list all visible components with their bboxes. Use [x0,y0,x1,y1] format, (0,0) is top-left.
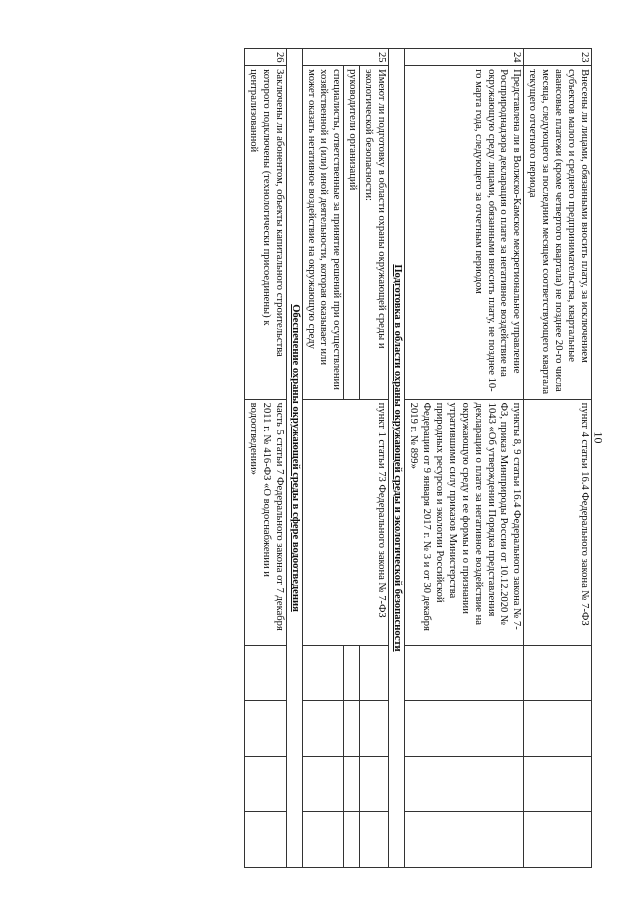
law-cell: пункт 4 статьи 16.4 Федерального закона № 7-ФЗ [524,399,592,645]
question-cell: Заключены ли абонентом, объекты капитального строительства которого подключены (технологически присоединены) к централизованной [244,66,286,400]
answer-cell [302,812,344,868]
law-cell: пункт 1 статьи 73 Федерального закона № 7-ФЗ [302,399,389,645]
answer-cell [524,701,592,757]
answer-cell [360,756,389,812]
section-title: Подготовка в области охраны окружающей среды и экологической безопасности [389,49,405,868]
law-cell: часть 5 статьи 7 Федерального закона от 7 декабря 2011 г. № 416-ФЗ «О водоснабжении и водоотведении» [244,399,286,645]
answer-cell [302,701,344,757]
answer-cell [524,756,592,812]
answer-cell [405,645,524,701]
answer-cell [344,812,360,868]
answer-cell [344,756,360,812]
row-number: 23 [524,49,592,66]
question-cell: Внесены ли лицами, обязанными вносить плату, за исключением субъектов малого и среднего предпринимательства, квартальные авансовые платежи (кроме четвертого квартала) не позднее 20-го числа месяца, следующего за последним месяцем соответствующего квартала текущего отчетного периода [524,66,592,400]
answer-cell [405,756,524,812]
answer-cell [302,645,344,701]
answer-cell [360,812,389,868]
table-row-24 [405,49,524,868]
question-cell: Представлена ли в Волжско-Камское межрегиональное управление Росприроднадзора декларация о плате за негативное воздействие на окружающую среду лицами, обязанными вносить плату, не позднее 10-го марта года, следующего за отчетным периодом [405,66,524,400]
answer-cell [244,701,286,757]
answer-cell [344,645,360,701]
question-cell: специалисты, ответственные за принятие решений при осуществлении хозяйственной и (или) иной деятельности, которая оказывает или может оказать негативное воздействие на окружающую среду [302,66,344,400]
answer-cell [405,701,524,757]
checklist-table [244,48,592,868]
answer-cell [244,812,286,868]
question-cell: руководители организаций [344,66,360,400]
section-header-row [389,49,405,868]
answer-cell [344,701,360,757]
answer-cell [524,645,592,701]
page-number: 10 [591,431,606,444]
table-row-25a [360,49,389,868]
question-cell: Имеют ли подготовку в области охраны окружающей среды и экологической безопасности: [360,66,389,400]
table-row-26 [244,49,286,868]
answer-cell [302,756,344,812]
answer-cell [244,645,286,701]
row-number: 25 [302,49,389,66]
answer-cell [360,701,389,757]
law-cell: пункты 8, 9 статьи 16.4 Федерального закона № 7-ФЗ, приказ Минприроды России от 10.12.2020 № 1043 «Об утверждении Порядка представления декларации о плате за негативное воздействие на окружающую среду и ее формы и о признании утратившими силу приказов Министерства природных ресурсов и экологии Российской Федерации от 9 января 2017 г. № 3 и от 30 декабря 2019 г. № 899» [405,399,524,645]
answer-cell [360,645,389,701]
answer-cell [244,756,286,812]
section-title: Обеспечение охраны окружающей среды в сфере водоотведения [286,49,302,868]
row-number: 26 [244,49,286,66]
table-row-23 [524,49,592,868]
row-number: 24 [405,49,524,66]
section-header-row [286,49,302,868]
answer-cell [524,812,592,868]
answer-cell [405,812,524,868]
